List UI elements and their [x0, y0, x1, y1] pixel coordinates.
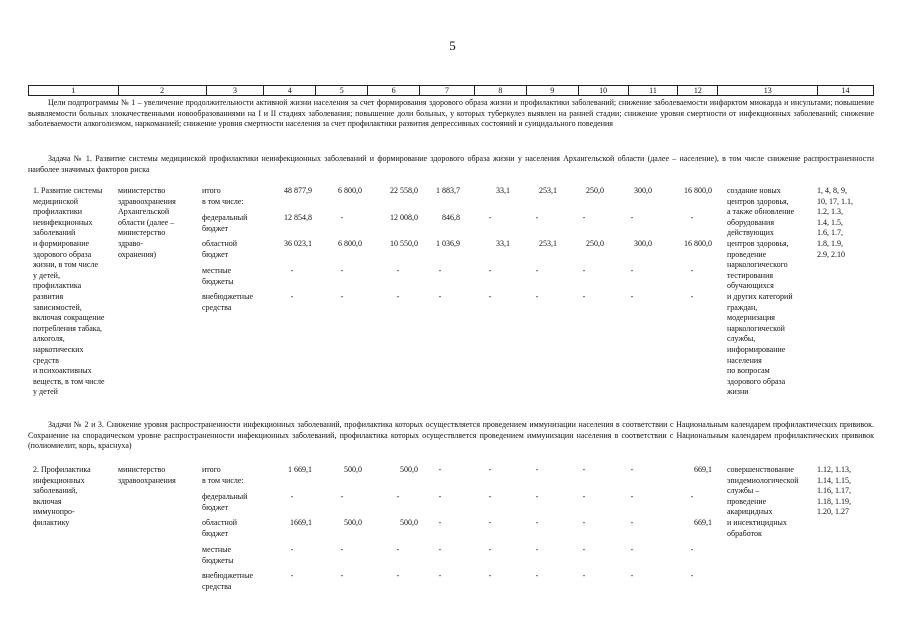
funding-value: 1 883,7: [436, 186, 460, 195]
indicator-refs-line: 1.18, 1.19,: [817, 496, 851, 506]
funding-source-label: областной: [202, 239, 238, 248]
header-col-14: 14: [841, 86, 850, 95]
event-name-line: развития: [33, 292, 64, 301]
event-name-line: профилактика: [33, 281, 82, 291]
funding-source-label: средства: [202, 581, 232, 591]
header-col-8: 8: [475, 86, 527, 95]
header-col-6: 6: [368, 86, 420, 95]
funding-value: -: [488, 213, 492, 222]
funding-value: -: [340, 571, 344, 580]
funding-source-label: средства: [202, 302, 232, 312]
funding-value: -: [488, 266, 492, 275]
executor-line: здравоохранения: [118, 475, 176, 485]
funding-value: -: [535, 571, 539, 580]
event-name-line: инфекционных: [33, 475, 85, 485]
funding-value: -: [690, 492, 694, 501]
header-col-2: 2: [119, 86, 207, 95]
funding-source-label: итого: [202, 186, 221, 195]
indicator-refs-line: 1, 4, 8, 9,: [817, 186, 847, 195]
funding-value: 1669,1: [290, 518, 312, 527]
funding-value: -: [535, 518, 539, 527]
indicator-refs-line: 1.12, 1.13,: [817, 465, 851, 474]
funding-value: -: [630, 465, 634, 474]
expected-result-line: тестирования: [727, 270, 774, 280]
header-col-9: 9: [527, 86, 579, 95]
funding-value: 500,0: [344, 518, 362, 527]
executor-line: области (далее –: [118, 217, 175, 227]
funding-value: 300,0: [634, 239, 652, 248]
funding-value: 500,0: [400, 465, 418, 474]
funding-value: -: [396, 292, 400, 301]
event-name-line: жизни, в том числе: [33, 260, 99, 270]
event-name-line: медицинской: [33, 196, 79, 206]
executor-line: здравоохранения: [118, 196, 176, 206]
funding-value: 36 023,1: [284, 239, 312, 248]
funding-value: -: [396, 266, 400, 275]
expected-result-line: и инсектицидных: [727, 518, 787, 527]
funding-source-label: федеральный: [202, 492, 248, 501]
table-header-row: [28, 85, 874, 96]
funding-value: -: [488, 571, 492, 580]
funding-value: -: [535, 492, 539, 501]
funding-value: -: [438, 571, 442, 580]
funding-source-label: бюджет: [202, 502, 229, 512]
funding-value: 22 558,0: [390, 186, 418, 195]
funding-value: 250,0: [586, 186, 604, 195]
indicator-refs-line: 1.20, 1.27: [817, 507, 849, 517]
funding-value: -: [535, 465, 539, 474]
expected-result-line: службы,: [727, 334, 756, 344]
funding-value: -: [630, 492, 634, 501]
funding-source-label: внебюджетные: [202, 571, 253, 580]
funding-value: 6 800,0: [338, 239, 362, 248]
header-col-13: 13: [718, 86, 818, 95]
task-1-paragraph: Задача № 1. Развитие системы медицинской профилактики неинфекционных заболеваний и формирование здорового образа жизни у населения Архангельской области (далее – население), в том числе снижение распространенности наиболее значимых факторов риска: [28, 154, 874, 174]
indicator-refs-line: 1.8, 1.9,: [817, 239, 843, 248]
expected-result-line: проведение: [727, 249, 767, 259]
expected-result-line: проведение: [727, 496, 767, 506]
header-col-11: 11: [629, 86, 679, 95]
funding-value: -: [290, 545, 294, 554]
event-name-line: у детей,: [33, 270, 60, 280]
funding-value: -: [630, 571, 634, 580]
funding-value: 669,1: [694, 465, 712, 474]
expected-result-line: центров здоровья,: [727, 196, 789, 206]
funding-value: -: [690, 545, 694, 554]
indicator-refs-line: 1.2, 1.3,: [817, 207, 843, 217]
funding-value: -: [535, 545, 539, 554]
funding-value: 1 036,9: [436, 239, 460, 248]
header-col-5: 5: [316, 86, 368, 95]
executor-line: охранения): [118, 249, 157, 259]
event-name-line: заболеваний,: [33, 486, 78, 496]
expected-result-line: а также обновление: [727, 207, 795, 217]
event-name-line: 2. Профилактика: [33, 465, 91, 474]
event-name-line: алкоголя,: [33, 334, 65, 344]
funding-value: -: [438, 545, 442, 554]
executor-line: Архангельской: [118, 207, 170, 217]
funding-value: -: [290, 492, 294, 501]
expected-result-line: обработок: [727, 528, 762, 538]
goal-paragraph: Цели подпрограммы № 1 – увеличение продолжительности активной жизни населения за счет формирования здорового образа жизни и профилактики заболеваний; снижение заболеваемости инфарктом миокарда и инсультами; повышение выявляемости больных злокачественными новообразованиями на I и II стадиях заболевания; повышение доли больных, у которых туберкулез выявлен на ранней стадии; снижение уровня смертности от инфекционных заболеваний; снижение заболеваемости алкоголизмом, наркоманией; снижение уровня смертности населения за счет профилактики развития депрессивных состояний и суицидального поведения: [28, 98, 874, 129]
funding-value: -: [396, 545, 400, 554]
expected-result-line: действующих: [727, 228, 774, 238]
funding-value: -: [630, 292, 634, 301]
indicator-refs-line: 1.6, 1.7,: [817, 228, 843, 238]
funding-value: 253,1: [539, 239, 557, 248]
funding-value: -: [690, 571, 694, 580]
funding-value: -: [438, 266, 442, 275]
expected-result-line: по вопросам: [727, 366, 770, 376]
page-number: 5: [449, 38, 456, 53]
funding-source-label: внебюджетные: [202, 292, 253, 301]
funding-value: -: [582, 266, 586, 275]
funding-value: 16 800,0: [684, 186, 712, 195]
event-name-line: иммунопро-: [33, 507, 75, 517]
header-col-4: 4: [264, 86, 316, 95]
funding-value: 300,0: [634, 186, 652, 195]
funding-source-label: областной: [202, 518, 238, 527]
funding-value: -: [630, 518, 634, 527]
funding-value: -: [582, 292, 586, 301]
expected-result-line: оборудования: [727, 217, 774, 227]
funding-value: -: [535, 292, 539, 301]
event-name-line: включая сокращение: [33, 313, 105, 323]
event-name-line: здорового образа: [33, 249, 92, 259]
expected-result-line: населения: [727, 355, 762, 365]
event-name-line: и формирование: [33, 239, 90, 248]
event-name-line: филактику: [33, 518, 70, 527]
expected-result-line: создание новых: [727, 186, 781, 195]
event-name-line: включая: [33, 496, 62, 506]
funding-value: -: [488, 518, 492, 527]
expected-result-line: центров здоровья,: [727, 239, 789, 248]
executor-line: министерство: [118, 465, 166, 474]
funding-value: 250,0: [586, 239, 604, 248]
funding-value: -: [630, 213, 634, 222]
funding-value: -: [340, 266, 344, 275]
event-name-line: веществ, в том числе: [33, 376, 105, 386]
funding-source-label: бюджет: [202, 223, 229, 233]
executor-line: министерство: [118, 228, 166, 238]
funding-value: 669,1: [694, 518, 712, 527]
funding-value: -: [340, 545, 344, 554]
funding-source-label: федеральный: [202, 213, 248, 222]
expected-result-line: наркологической: [727, 323, 785, 333]
funding-value: -: [488, 545, 492, 554]
funding-value: 12 854,8: [284, 213, 312, 222]
funding-value: -: [488, 465, 492, 474]
indicator-refs-line: 1.4, 1.5,: [817, 217, 843, 227]
funding-value: -: [290, 571, 294, 580]
executor-line: здраво-: [118, 239, 144, 248]
header-col-12: 12: [678, 86, 718, 95]
expected-result-line: модернизация: [727, 313, 775, 323]
header-col-1: 1: [29, 86, 119, 95]
funding-value: -: [535, 213, 539, 222]
expected-result-line: граждан,: [727, 302, 758, 312]
header-col-10: 10: [579, 86, 629, 95]
funding-value: 33,1: [496, 239, 510, 248]
funding-value: -: [340, 213, 344, 222]
funding-source-label: в том числе:: [202, 475, 244, 485]
funding-source-label: бюджеты: [202, 276, 234, 286]
expected-result-line: здорового образа: [727, 376, 786, 386]
funding-value: -: [396, 492, 400, 501]
funding-value: -: [438, 518, 442, 527]
funding-source-label: бюджет: [202, 249, 229, 259]
funding-value: 500,0: [400, 518, 418, 527]
expected-result-line: информирование: [727, 345, 786, 354]
funding-value: -: [438, 292, 442, 301]
header-col-3: 3: [207, 86, 265, 95]
funding-value: -: [582, 545, 586, 554]
task-2-3-paragraph: Задачи № 2 и 3. Снижение уровня распространенности инфекционных заболеваний, профилактика которых осуществляется проведением иммунизации населения в соответствии с Национальным календарем профилактических прививок. Сохранение на спорадическом уровне распространенности инфекционных заболеваний, профилактика которых осуществляется проведением иммунизации населения в соответствии с Национальным календарем профилактических прививок (полиомиелит, корь, краснуха): [28, 420, 874, 451]
funding-value: -: [488, 492, 492, 501]
funding-value: -: [630, 266, 634, 275]
indicator-refs-line: 10, 17, 1.1,: [817, 196, 853, 206]
funding-value: 16 800,0: [684, 239, 712, 248]
funding-value: -: [340, 292, 344, 301]
expected-result-line: совершенствование: [727, 465, 794, 474]
funding-value: -: [582, 213, 586, 222]
funding-value: -: [438, 492, 442, 501]
funding-value: -: [488, 292, 492, 301]
funding-value: -: [290, 266, 294, 275]
funding-value: 48 877,9: [284, 186, 312, 195]
funding-value: -: [290, 292, 294, 301]
funding-source-label: местные: [202, 545, 232, 554]
funding-value: -: [582, 492, 586, 501]
event-name-line: неинфекционных: [33, 217, 93, 227]
expected-result-line: жизни: [727, 387, 749, 397]
event-name-line: средств: [33, 355, 59, 365]
event-name-line: наркотических: [33, 345, 84, 354]
funding-source-label: бюджеты: [202, 555, 234, 565]
funding-value: -: [438, 465, 442, 474]
funding-value: 6 800,0: [338, 186, 362, 195]
indicator-refs-line: 1.14, 1.15,: [817, 475, 851, 485]
funding-value: -: [690, 292, 694, 301]
indicator-refs-line: 2.9, 2.10: [817, 249, 845, 259]
funding-value: 10 550,0: [390, 239, 418, 248]
funding-value: -: [582, 465, 586, 474]
funding-value: -: [396, 571, 400, 580]
funding-source-label: итого: [202, 465, 221, 474]
event-name-line: 1. Развитие системы: [33, 186, 103, 195]
header-col-7: 7: [420, 86, 475, 95]
expected-result-line: эпидемиологической: [727, 475, 799, 485]
indicator-refs-line: 1.16, 1.17,: [817, 486, 851, 496]
funding-value: -: [340, 492, 344, 501]
event-name-line: заболеваний: [33, 228, 76, 238]
funding-value: -: [690, 213, 694, 222]
event-name-line: профилактики: [33, 207, 83, 217]
funding-value: -: [630, 545, 634, 554]
funding-value: -: [582, 571, 586, 580]
expected-result-line: акарицидных: [727, 507, 773, 517]
funding-value: -: [582, 518, 586, 527]
executor-line: министерство: [118, 186, 166, 195]
funding-value: -: [535, 266, 539, 275]
funding-source-label: бюджет: [202, 528, 229, 538]
expected-result-line: обучающихся: [727, 281, 774, 291]
event-name-line: и психоактивных: [33, 366, 92, 376]
expected-result-line: и других категорий: [727, 292, 793, 301]
event-name-line: у детей: [33, 387, 58, 397]
funding-value: 12 008,0: [390, 213, 418, 222]
funding-value: 33,1: [496, 186, 510, 195]
event-name-line: зависимостей,: [33, 302, 82, 312]
funding-value: 846,8: [442, 213, 460, 222]
funding-value: 1 669,1: [288, 465, 312, 474]
funding-source-label: в том числе:: [202, 196, 244, 206]
funding-value: 500,0: [344, 465, 362, 474]
funding-value: 253,1: [539, 186, 557, 195]
expected-result-line: службы –: [727, 486, 760, 496]
expected-result-line: наркологического: [727, 260, 788, 270]
funding-source-label: местные: [202, 266, 232, 275]
funding-value: -: [690, 266, 694, 275]
event-name-line: потребления табака,: [33, 323, 103, 333]
